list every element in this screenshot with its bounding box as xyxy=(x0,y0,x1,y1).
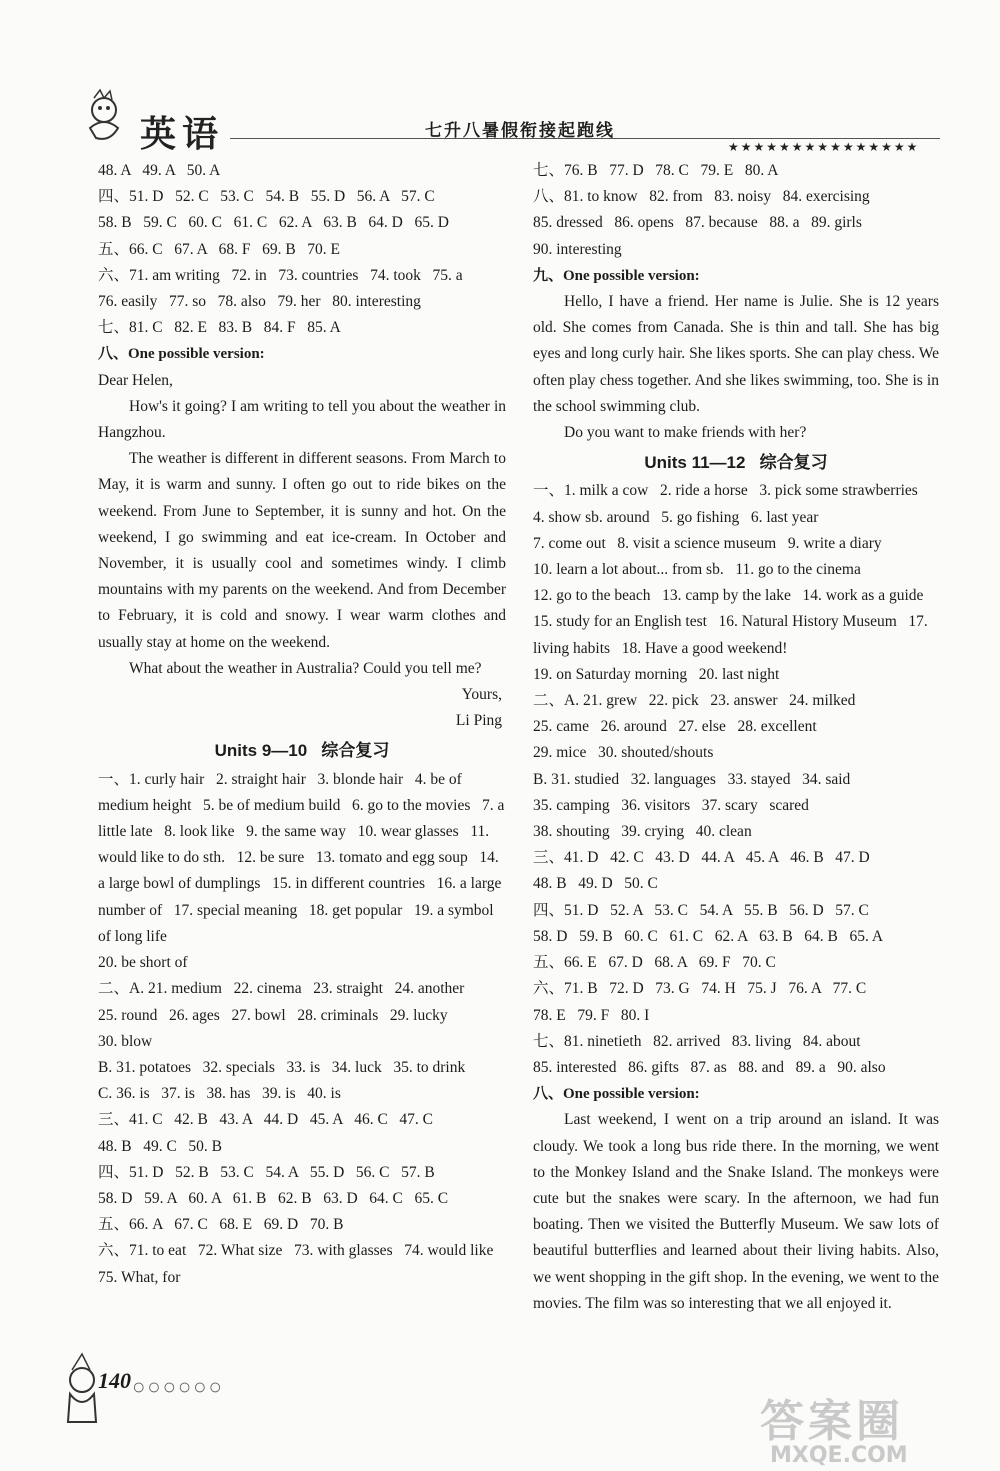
watermark-cn: 答案圈 xyxy=(760,1396,904,1447)
answer-line: 35. camping 36. visitors 37. scary scared xyxy=(533,796,809,814)
footer-circles: ○○○○○○ xyxy=(132,1374,224,1399)
answer-line: 四、51. D 52. C 53. C 54. B 55. D 56. A 57. C xyxy=(98,188,435,206)
essay-paragraph: Hello, I have a friend. Her name is Julie. She is 12 years old. She comes from Canada. She is thin and tall. She has big eyes and long curly hair. She likes sports. She can play chess. We often play chess together. And she likes swimming, too. She is in the school swimming club. xyxy=(533,293,943,415)
answer-line: 12. go to the beach 13. camp by the lake 14. work as a guide 15. study for an English test 16. Natural History Museum 17. living habits 18. Have a good weekend! xyxy=(533,587,936,657)
unit-heading: Units 9—10 综合复习 xyxy=(214,741,390,761)
letter-signoff: Yours, xyxy=(461,686,502,704)
answer-line: 六、71. am writing 72. in 73. countries 74. took 75. a xyxy=(98,266,463,284)
answer-line: 八、81. to know 82. from 83. noisy 84. exercising xyxy=(533,188,870,206)
header-rule xyxy=(230,138,940,139)
right-answer-column xyxy=(533,158,943,1317)
letter-signoff: Li Ping xyxy=(455,712,502,730)
answer-line: 三、41. D 42. C 43. D 44. A 45. A 46. B 47. D xyxy=(533,849,870,867)
answer-line: 10. learn a lot about... from sb. 11. go to the cinema xyxy=(533,561,861,579)
answer-line: 五、66. C 67. A 68. F 69. B 70. E xyxy=(98,240,340,258)
page-footer xyxy=(60,1350,320,1430)
answer-line: 四、51. D 52. A 53. C 54. A 55. B 56. D 57. C xyxy=(533,901,869,919)
answer-line: 7. come out 8. visit a science museum 9. write a diary xyxy=(533,534,882,552)
answer-line: 38. shouting 39. crying 40. clean xyxy=(533,823,752,841)
answer-line: C. 36. is 37. is 38. has 39. is 40. is xyxy=(98,1085,341,1103)
header-stars: ★★★★★★★★★★★★★★★ xyxy=(728,140,920,154)
answer-line: 20. be short of xyxy=(98,954,188,972)
answer-line: B. 31. studied 32. languages 33. stayed 34. said xyxy=(533,770,851,788)
answer-line: 五、66. A 67. C 68. E 69. D 70. B xyxy=(98,1216,344,1234)
answer-line: 七、81. C 82. E 83. B 84. F 85. A xyxy=(98,319,341,337)
unit-heading: Units 11—12 综合复习 xyxy=(644,453,828,473)
answer-line: 六、71. B 72. D 73. G 74. H 75. J 76. A 77. C xyxy=(533,980,867,998)
watermark xyxy=(760,1385,908,1468)
answer-line: 五、66. E 67. D 68. A 69. F 70. C xyxy=(533,954,776,972)
answer-line: 85. dressed 86. opens 87. because 88. a 89. girls xyxy=(533,214,862,232)
answer-line: 30. blow xyxy=(98,1032,153,1050)
answer-line: 48. A 49. A 50. A xyxy=(98,162,221,179)
answer-line: B. 31. potatoes 32. specials 33. is 34. luck 35. to drink xyxy=(98,1058,466,1076)
answer-line: 58. D 59. A 60. A 61. B 62. B 63. D 64. C 65. C xyxy=(98,1189,449,1207)
section-heading: 八、One possible version: xyxy=(533,1086,700,1103)
answer-line: 58. B 59. C 60. C 61. C 62. A 63. B 64. D 65. D xyxy=(98,214,449,232)
answer-line: 29. mice 30. shouted/shouts xyxy=(533,744,714,762)
section-heading: 九、One possible version: xyxy=(533,267,700,284)
essay-paragraph: Do you want to make friends with her? xyxy=(564,424,807,442)
page-number: 140 xyxy=(98,1368,131,1393)
answer-line: 85. interested 86. gifts 87. as 88. and 89. a 90. also xyxy=(533,1058,886,1076)
answer-line: 七、76. B 77. D 78. C 79. E 80. A xyxy=(533,162,779,179)
answer-line: 19. on Saturday morning 20. last night xyxy=(533,665,780,683)
answer-line: 76. easily 77. so 78. also 79. her 80. interesting xyxy=(98,293,421,311)
answer-line: 三、41. C 42. B 43. A 44. D 45. A 46. C 47. C xyxy=(98,1111,434,1129)
answer-line: 一、1. milk a cow 2. ride a horse 3. pick some strawberries 4. show sb. around 5. go fishing 6. last year xyxy=(533,482,930,526)
answer-line: 七、81. ninetieth 82. arrived 83. living 84. about xyxy=(533,1032,861,1050)
answer-line: 78. E 79. F 80. I xyxy=(533,1006,650,1024)
answer-line: 二、A. 21. medium 22. cinema 23. straight 24. another xyxy=(98,980,465,998)
essay-paragraph: What about the weather in Australia? Could you tell me? xyxy=(129,659,482,677)
section-heading: 八、One possible version: xyxy=(98,346,265,363)
essay-paragraph: The weather is different in different seasons. From March to May, it is warm and sunny. I often go out to ride bikes on the weekend. From June to September, it is sunny and hot. On the weekend, I go swimming and eat ice-cream. In October and November, it is usually cool and sometimes windy. I climb mountains with my parents on the weekend. And from December to February, it is cold and snowy. I wear warm clothes and usually stay at home on the weekend. xyxy=(98,450,510,651)
left-answer-column xyxy=(98,158,510,1291)
essay-paragraph: Last weekend, I went on a trip around an island. It was cloudy. We took a long bus ride there. In the morning, we went to the Monkey Island and the Snake Island. The monkeys were cute but the snakes were scary. In the afternoon, we had fun boating. Then we visited the Butterfly Museum. We saw lots of beautiful butterflies and learned about their living habits. Also, we went shopping in the gift shop. In the evening, we went to the movies. The film was so interesting that we all enjoyed it. xyxy=(533,1111,943,1312)
answer-line: 六、71. to eat 72. What size 73. with glasses 74. would like 75. What, for xyxy=(98,1242,505,1286)
logo-title: 英语 xyxy=(140,113,225,155)
essay-paragraph: How's it going? I am writing to tell you about the weather in Hangzhou. xyxy=(98,397,510,442)
answer-line: 48. B 49. C 50. B xyxy=(98,1137,223,1155)
watermark-url: MXQE.COM xyxy=(770,1443,908,1468)
answer-line: 90. interesting xyxy=(533,240,622,258)
page-header xyxy=(80,88,940,154)
answer-line: 一、1. curly hair 2. straight hair 3. blonde hair 4. be of medium height 5. be of medium build 6. go to the movies 7. a little late 8. look like 9. the same way 10. wear glasses 11. would like to do sth. 12. be sure 13. tomato and egg soup 14. a large bowl of dumplings 15. in different countries 16. a large number of 17. special meaning 18. get popular 19. a symbol of long life xyxy=(98,770,509,945)
book-subtitle: 七升八暑假衔接起跑线 xyxy=(425,121,615,140)
answer-line: 48. B 49. D 50. C xyxy=(533,875,658,893)
answer-line: 二、A. 21. grew 22. pick 23. answer 24. milked xyxy=(533,692,856,710)
answer-line: 25. round 26. ages 27. bowl 28. criminals 29. lucky xyxy=(98,1006,448,1024)
answer-line: 四、51. D 52. B 53. C 54. A 55. D 56. C 57. B xyxy=(98,1163,435,1181)
answer-line: 25. came 26. around 27. else 28. excellent xyxy=(533,718,817,736)
answer-line: 58. D 59. B 60. C 61. C 62. A 63. B 64. B 65. A xyxy=(533,927,884,945)
answer-line: Dear Helen, xyxy=(98,371,173,389)
